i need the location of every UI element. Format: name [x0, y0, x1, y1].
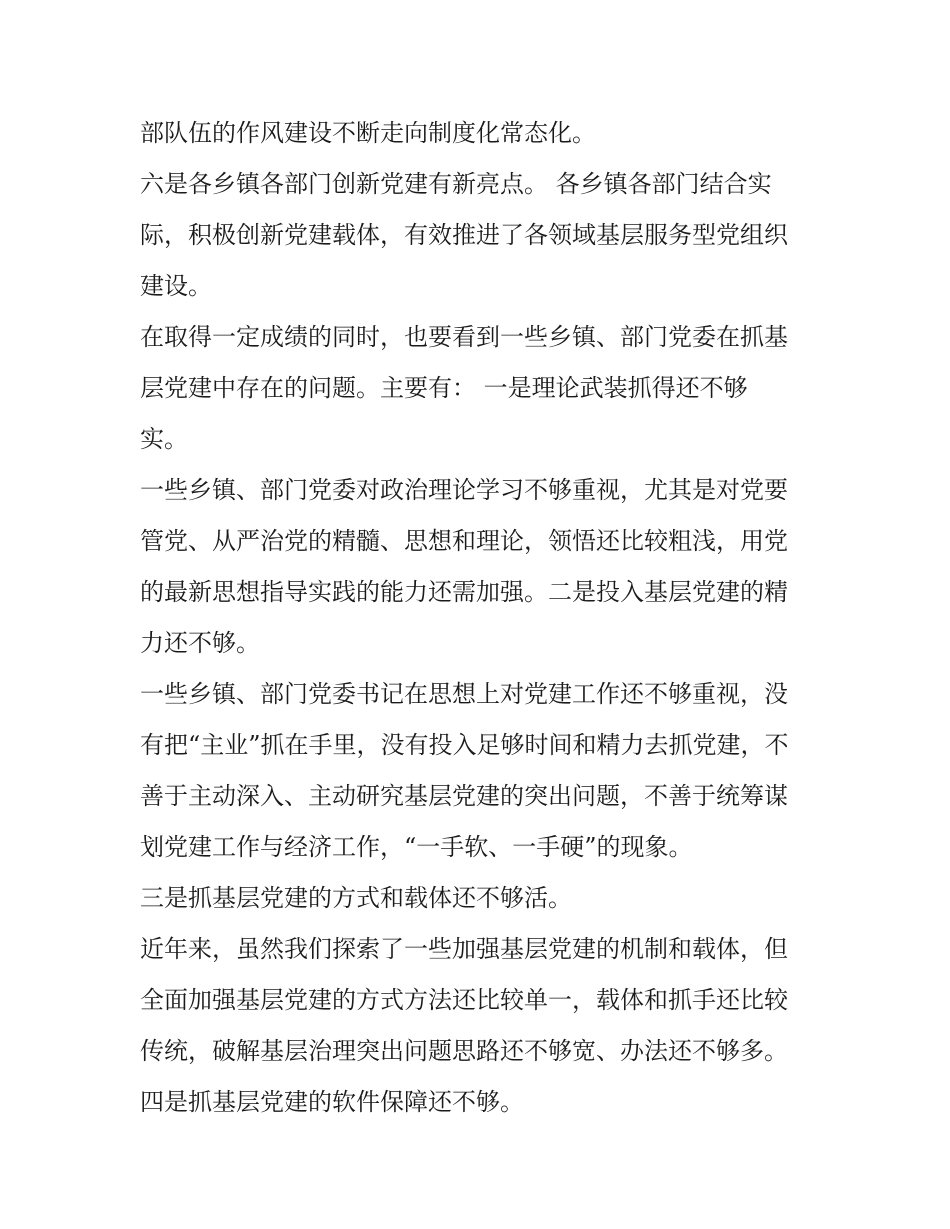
text-line: 全面加强基层党建的方式方法还比较单一，载体和抓手还比较: [140, 986, 788, 1014]
body-text: [140, 108, 820, 1128]
text-line: 的最新思想指导实践的能力还需加强。二是投入基层党建的精: [140, 578, 788, 606]
text-line: 实。: [140, 425, 188, 453]
text-line: 有把“主业”抓在手里，没有投入足够时间和精力去抓党建，不: [140, 731, 789, 759]
text-line: 划党建工作与经济工作，“一手软、一手硬”的现象。: [140, 833, 693, 861]
text-line: 力还不够。: [140, 629, 260, 657]
text-line: 际，积极创新党建载体，有效推进了各领域基层服务型党组织: [140, 221, 788, 249]
text-line: 近年来，虽然我们探索了一些加强基层党建的机制和载体，但: [140, 935, 788, 963]
text-line: 善于主动深入、主动研究基层党建的突出问题，不善于统筹谋: [140, 782, 788, 810]
text-line: 三是抓基层党建的方式和载体还不够活。: [140, 884, 572, 912]
text-line: 在取得一定成绩的同时，也要看到一些乡镇、部门党委在抓基: [140, 323, 788, 351]
text-line: 一些乡镇、部门党委书记在思想上对党建工作还不够重视，没: [140, 680, 788, 708]
text-line: 一些乡镇、部门党委对政治理论学习不够重视，尤其是对党要: [140, 476, 788, 504]
text-line: 六是各乡镇各部门创新党建有新亮点。 各乡镇各部门结合实: [140, 170, 772, 198]
text-line: 层党建中存在的问题。主要有： 一是理论武装抓得还不够: [140, 374, 748, 402]
text-line: 传统，破解基层治理突出问题思路还不够宽、办法还不够多。: [140, 1037, 788, 1065]
text-line: 部队伍的作风建设不断走向制度化常态化。: [140, 119, 596, 147]
text-line: 四是抓基层党建的软件保障还不够。: [140, 1088, 524, 1116]
text-line: 管党、从严治党的精髓、思想和理论，领悟还比较粗浅，用党: [140, 527, 788, 555]
text-line: 建设。: [140, 272, 212, 300]
